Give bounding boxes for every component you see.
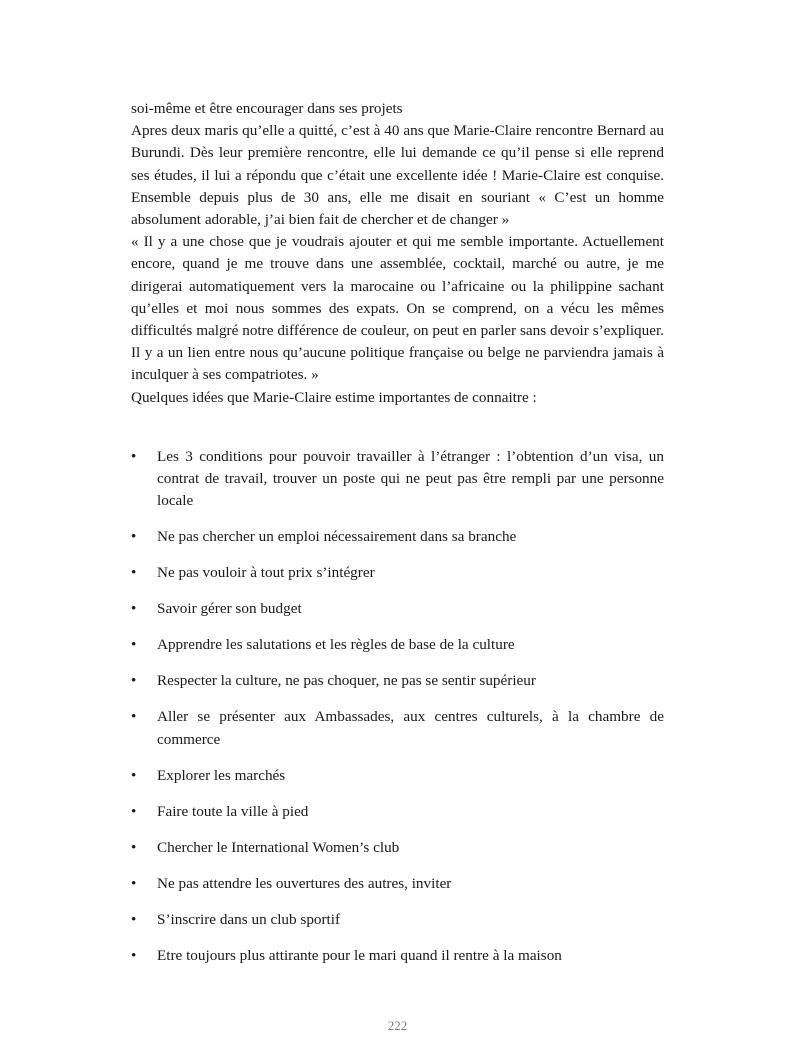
list-item-text: Apprendre les salutations et les règles de base de la culture [157,636,515,654]
bullet-icon: • [131,802,137,820]
bullet-icon: • [131,708,137,726]
bullet-icon: • [131,874,137,892]
bullet-icon: • [131,910,137,928]
list-item [131,801,664,823]
list-item [131,873,664,895]
list-item-text: Chercher le International Women’s club [157,838,400,856]
list-item-text: Respecter la culture, ne pas choquer, ne pas se sentir supérieur [157,672,536,690]
list-item [131,765,664,787]
bullet-icon: • [131,600,137,618]
bullet-icon: • [131,636,137,654]
paragraph: Apres deux maris qu’elle a quitté, c’est à 40 ans que Marie-Claire rencontre Bernard au Burundi. Dès leur première rencontre, elle lui demande ce qu’il pense si elle reprend ses études, il lui a répondu que c’était une excellente idée ! Marie-Claire est conquise. Ensemble depuis plus de 30 ans, elle me disait en souriant « C’est un homme absolument adorable, j’ai bien fait de chercher et de changer » [131,122,664,229]
list-item [131,670,664,692]
body-text [131,98,664,409]
list-item-text: S’inscrire dans un club sportif [157,910,341,928]
list-item-text: Ne pas attendre les ouvertures des autres, inviter [157,874,452,892]
bullet-icon: • [131,528,137,546]
bullet-list [131,446,664,981]
list-item-text: Ne pas chercher un emploi nécessairement dans sa branche [157,528,517,546]
list-item [131,634,664,656]
list-item-text: Explorer les marchés [157,766,286,784]
bullet-icon: • [131,946,137,964]
list-item [131,598,664,620]
bullet-icon: • [131,766,137,784]
list-item-text: Ne pas vouloir à tout prix s’intégrer [157,564,375,582]
list-item-text: Etre toujours plus attirante pour le mari quand il rentre à la maison [157,946,562,964]
list-item [131,909,664,931]
bullet-icon: • [131,672,137,690]
list-item-text: Faire toute la ville à pied [157,802,309,820]
paragraph: Quelques idées que Marie-Claire estime importantes de connaitre : [131,388,537,406]
list-item-text: Aller se présenter aux Ambassades, aux centres culturels, à la chambre de commerce [157,708,664,748]
bullet-icon: • [131,838,137,856]
list-item [131,526,664,548]
paragraph: « Il y a une chose que je voudrais ajouter et qui me semble importante. Actuellement encore, quand je me trouve dans une assemblée, cocktail, marché ou autre, je me dirigerai automatiquement vers la marocaine ou l’africaine ou la philippine sachant qu’elles et moi nous sommes des expats. On se comprend, on a vécu les mêmes difficultés malgré notre différence de couleur, on peut en parler sans devoir s’expliquer. Il y a un lien entre nous qu’aucune politique française ou belge ne parviendra jamais à inculquer à ses compatriotes. » [131,233,664,384]
list-item-text: Savoir gérer son budget [157,600,302,618]
page-number: 222 [387,1018,408,1033]
bullet-icon: • [131,564,137,582]
list-item [131,945,664,967]
paragraph: soi-même et être encourager dans ses projets [131,100,403,117]
list-item [131,446,664,513]
list-item [131,562,664,584]
list-item [131,837,664,859]
bullet-icon: • [131,448,137,465]
list-item [131,706,664,750]
list-item-text: Les 3 conditions pour pouvoir travailler à l’étranger : l’obtention d’un visa, un contrat de travail, trouver un poste qui ne peut pas être rempli par une personne locale [157,448,664,510]
